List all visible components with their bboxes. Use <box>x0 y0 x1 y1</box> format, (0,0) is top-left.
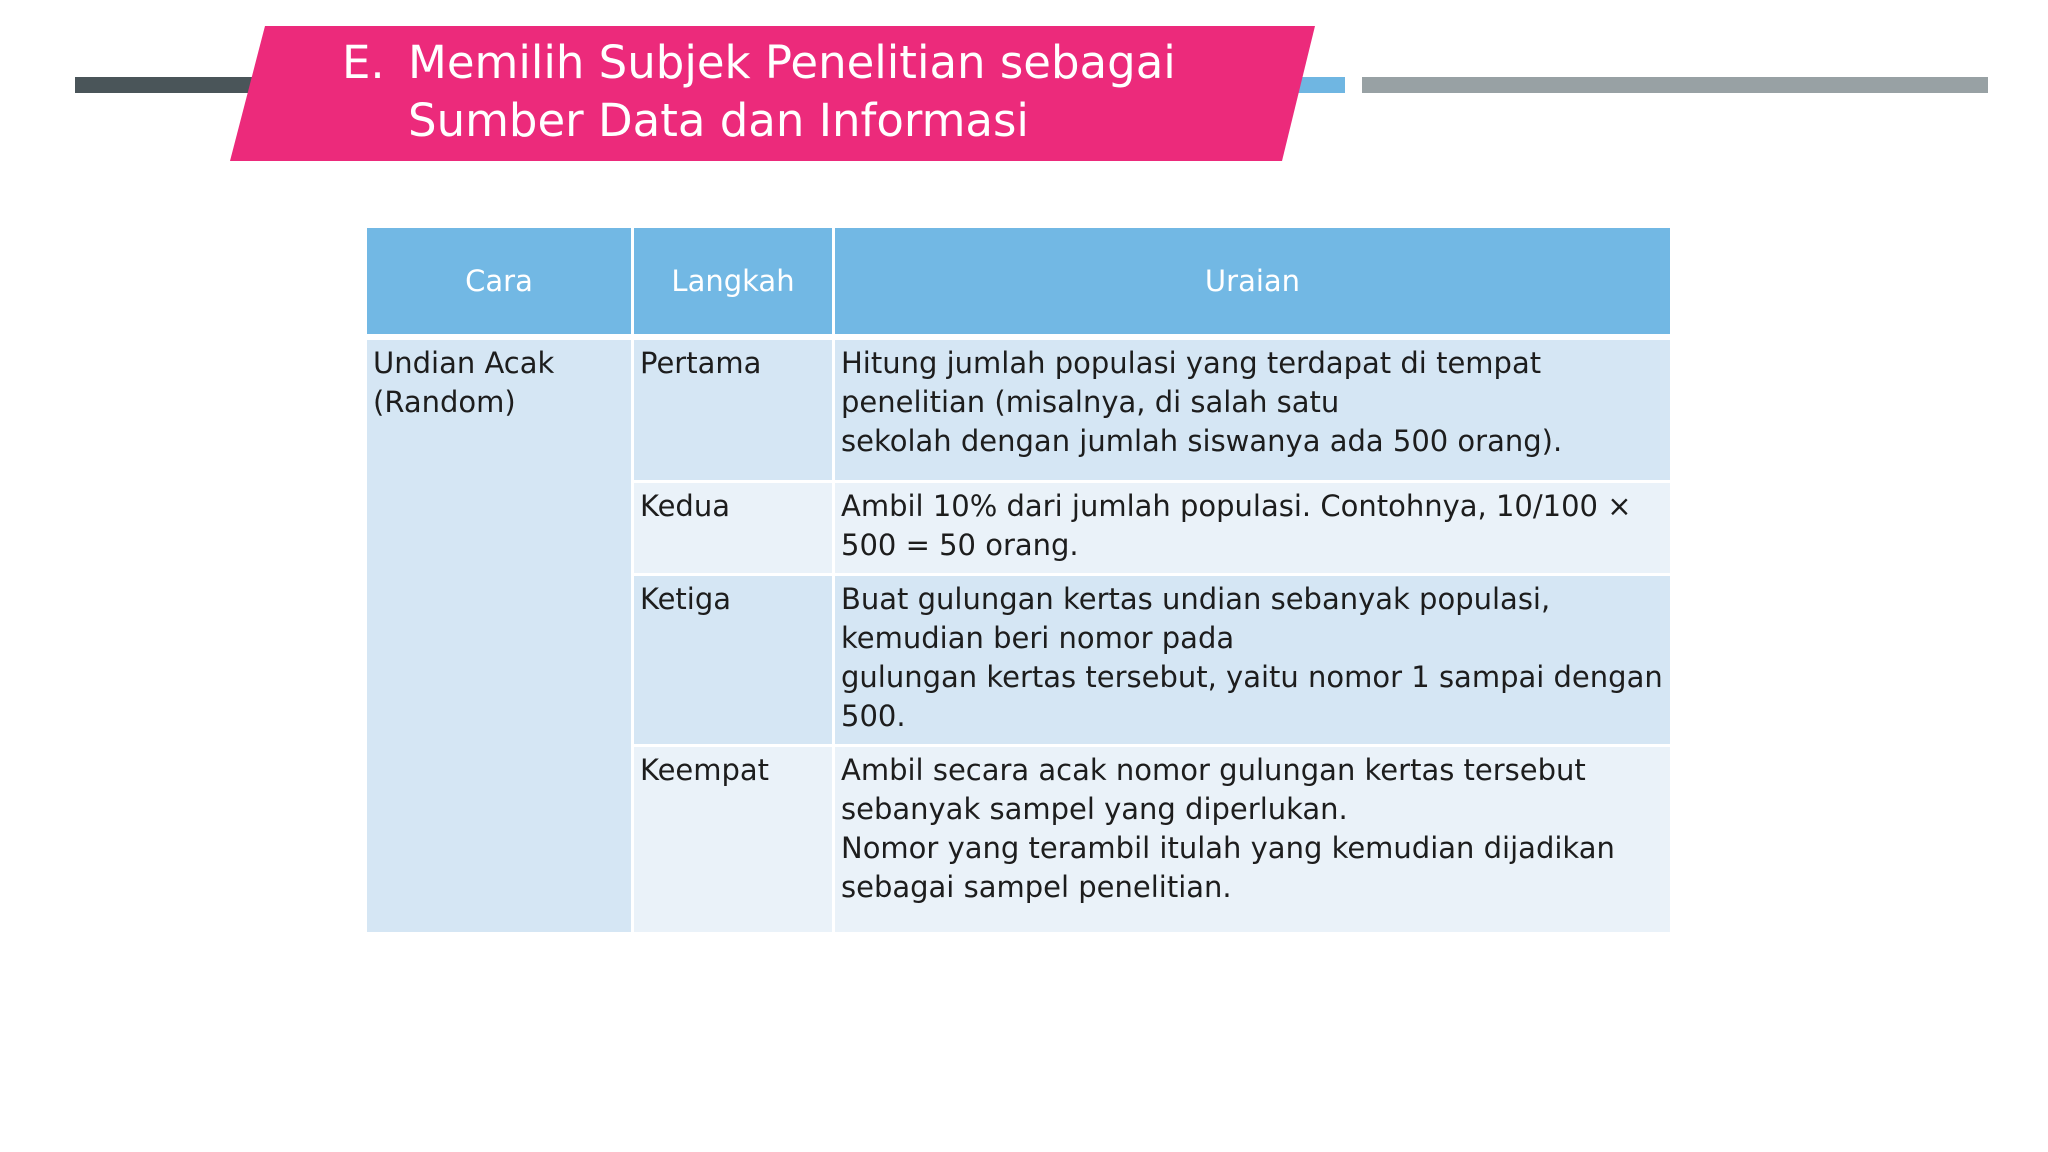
step-cell: Pertama <box>634 340 832 480</box>
description-line: gulungan kertas tersebut, yaitu nomor 1 sampai dengan <box>841 660 1663 694</box>
table-header-row <box>367 228 1670 337</box>
cara-line: Undian Acak <box>373 346 555 380</box>
description-cell <box>835 340 1670 480</box>
description-line: Hitung jumlah populasi yang terdapat di tempat <box>841 346 1542 380</box>
decorative-bar-left <box>75 77 255 93</box>
description-line: Nomor yang terambil itulah yang kemudian dijadikan <box>841 831 1615 865</box>
step-cell: Ketiga <box>634 576 832 744</box>
description-cell <box>835 576 1670 744</box>
description-line: Ambil secara acak nomor gulungan kertas tersebut <box>841 753 1586 787</box>
decorative-bar-right <box>1362 77 1988 93</box>
method-steps-table <box>364 225 1673 935</box>
table-row <box>367 340 1670 480</box>
slide-title <box>342 34 1176 150</box>
title-line-1: Memilih Subjek Penelitian sebagai <box>408 36 1176 89</box>
description-line: Ambil 10% dari jumlah populasi. Contohnya, 10/100 × <box>841 489 1632 523</box>
description-line: sebanyak sampel yang diperlukan. <box>841 792 1348 826</box>
title-text <box>408 34 1176 150</box>
description-line: sekolah dengan jumlah siswanya ada 500 orang). <box>841 424 1563 458</box>
description-line: Buat gulungan kertas undian sebanyak populasi, <box>841 582 1551 616</box>
description-line: penelitian (misalnya, di salah satu <box>841 385 1340 419</box>
description-cell <box>835 747 1670 932</box>
decorative-bar-blue <box>1295 77 1345 93</box>
description-line: 500. <box>841 699 906 733</box>
description-line: kemudian beri nomor pada <box>841 621 1235 655</box>
header-langkah: Langkah <box>634 228 832 337</box>
description-line: sebagai sampel penelitian. <box>841 870 1232 904</box>
step-cell: Kedua <box>634 483 832 573</box>
title-line-2: Sumber Data dan Informasi <box>408 94 1029 147</box>
cara-line: (Random) <box>373 385 516 419</box>
description-line: 500 = 50 orang. <box>841 528 1079 562</box>
title-section-letter: E. <box>342 36 385 89</box>
cara-cell <box>367 340 631 932</box>
step-cell: Keempat <box>634 747 832 932</box>
header-uraian: Uraian <box>835 228 1670 337</box>
header-cara: Cara <box>367 228 631 337</box>
description-cell <box>835 483 1670 573</box>
